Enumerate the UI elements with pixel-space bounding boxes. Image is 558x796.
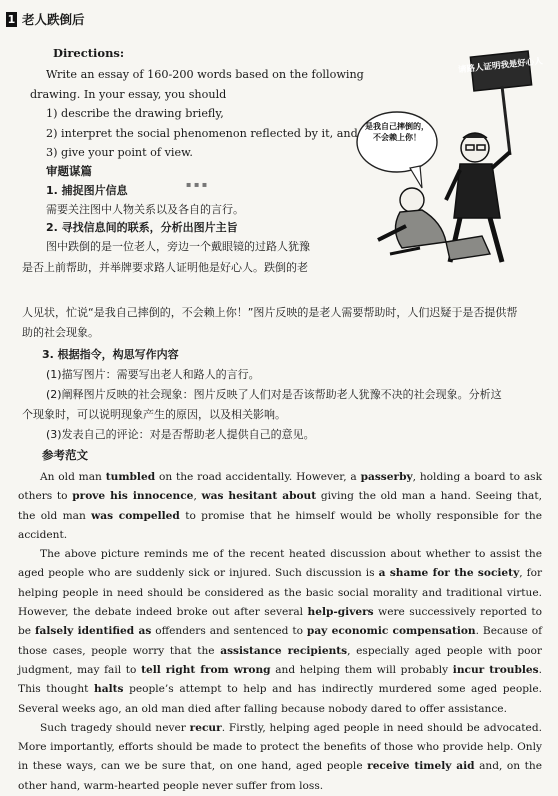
sign-text: 请路人证明我是好心人 — [457, 56, 544, 76]
step3-item: (2)阐释图片反映的社会现象：图片反映了人们对是否该帮助老人犹豫不决的社会现象。分析这 — [46, 388, 502, 401]
key-phrase: tell right from wrong — [141, 663, 271, 676]
essay-paragraph — [18, 468, 542, 545]
prompt-line: 1) describe the drawing briefly, — [46, 107, 224, 120]
step3-title: 3. 根据指令，构思写作内容 — [42, 348, 179, 361]
key-phrase: passerby — [360, 471, 413, 483]
key-phrase: prove his innocence — [72, 490, 194, 503]
prompt-line: Write an essay of 160-200 words based on the following — [46, 68, 364, 81]
essay-text: and, on the other hand, warm-hearted people never suffer from loss. — [18, 760, 542, 792]
key-phrase: was hesitant about — [201, 490, 317, 503]
key-phrase: help-givers — [307, 606, 374, 619]
page-title: 老人跌倒后 — [22, 12, 85, 27]
key-phrase: incur troubles — [452, 663, 539, 676]
step1-title: 1. 捕捉图片信息 — [46, 184, 128, 197]
prompt-block — [30, 65, 364, 163]
key-phrase: assistance recipients — [220, 644, 348, 657]
sample-heading: 参考范文 — [42, 448, 88, 462]
step3-item: (1)描写图片：需要写出老人和路人的言行。 — [46, 368, 260, 381]
cartoon-illustration — [350, 40, 550, 270]
step3-item: (3)发表自己的评论：对是否帮助老人提供自己的意见。 — [46, 428, 315, 441]
key-phrase: tumbled — [105, 471, 156, 483]
essay-paragraph — [18, 545, 542, 719]
essay-text: on the road accidentally. However, a — [155, 471, 361, 483]
bubble-text: 是我自己摔倒的，不会赖上你！ — [365, 122, 429, 142]
essay-paragraph — [18, 719, 542, 796]
key-phrase: recur — [189, 721, 222, 734]
prompt-line: 2) interpret the social phenomenon reflected by it, and — [46, 126, 358, 140]
essay-text: offenders and sentenced to — [151, 625, 307, 638]
prompt-line: drawing. In your essay, you should — [30, 87, 227, 101]
key-phrase: a shame for the society — [378, 567, 520, 580]
essay-text: were successively reported to be — [18, 606, 542, 638]
step2-continued: 助的社会现象。 — [22, 326, 99, 339]
prompt-line: 3) give your point of view. — [46, 146, 193, 159]
key-phrase: pay economic compensation — [306, 625, 476, 638]
step2-title: 2. 寻找信息间的联系，分析出图片主旨 — [46, 221, 238, 234]
step1-text: 需要关注图中人物关系以及各自的言行。 — [46, 203, 244, 216]
essay-text: An old man — [40, 471, 106, 483]
essay-text: and helping them will probably — [270, 663, 453, 676]
key-phrase: receive timely aid — [367, 760, 475, 773]
sample-essay — [18, 468, 542, 796]
step2-line: 图中跌倒的是一位老人，旁边一个戴眼镜的过路人犹豫 — [46, 240, 310, 253]
key-phrase: halts — [94, 683, 124, 696]
analysis-heading: 审题谋篇 — [46, 164, 92, 178]
scan-mark: ▪ ▪ ▪ — [186, 180, 208, 189]
essay-text: . Because of those cases, people worry that the — [18, 625, 542, 657]
key-phrase: falsely identified as — [34, 625, 152, 638]
step2-line: 是否上前帮助，并举牌要求路人证明他是好心人。跌倒的老 — [22, 261, 308, 274]
step2-continued: 人见状，忙说“是我自己摔倒的，不会赖上你！”图片反映的是老人需要帮助时，人们迟疑于是否提供帮 — [22, 306, 518, 319]
section-number-badge: 1 — [7, 13, 16, 26]
step3-item: 个现象时，可以说明现象产生的原因，以及相关影响。 — [22, 408, 286, 421]
essay-text: The above picture reminds me of the recent heated discussion about whether to assist the aged people who are suddenly sick or injured. Such discussion is — [18, 548, 542, 580]
essay-text: Such tragedy should never — [40, 721, 190, 734]
essay-text: , for helping people in need should be considered as the basic social morality and traditional virtue. However, the debate indeed broke out after several — [18, 567, 543, 619]
key-phrase: was compelled — [91, 509, 180, 522]
essay-text: , especially aged people with poor judgment, may fail to — [18, 644, 542, 676]
directions-label: Directions: — [53, 46, 125, 60]
essay-text: giving the old man a hand. Seeing that, the old man — [18, 490, 542, 522]
essay-text: , — [193, 490, 202, 503]
essay-text: . Firstly, helping aged people in need should be advocated. More importantly, efforts should be made to protect the benefits of those who provide help. Only in these ways, can we be sure that, on one hand, aged people — [18, 721, 542, 773]
essay-text: people’s attempt to help and has indirectly murdered some aged people. Several weeks ago, an old man died after falling because nobody dared to offer assistance. — [18, 683, 543, 715]
essay-text: , holding a board to ask others to — [18, 471, 542, 503]
essay-text: to promise that he himself would be wholly responsible for the accident. — [18, 509, 542, 541]
essay-text: . This thought — [18, 663, 542, 696]
